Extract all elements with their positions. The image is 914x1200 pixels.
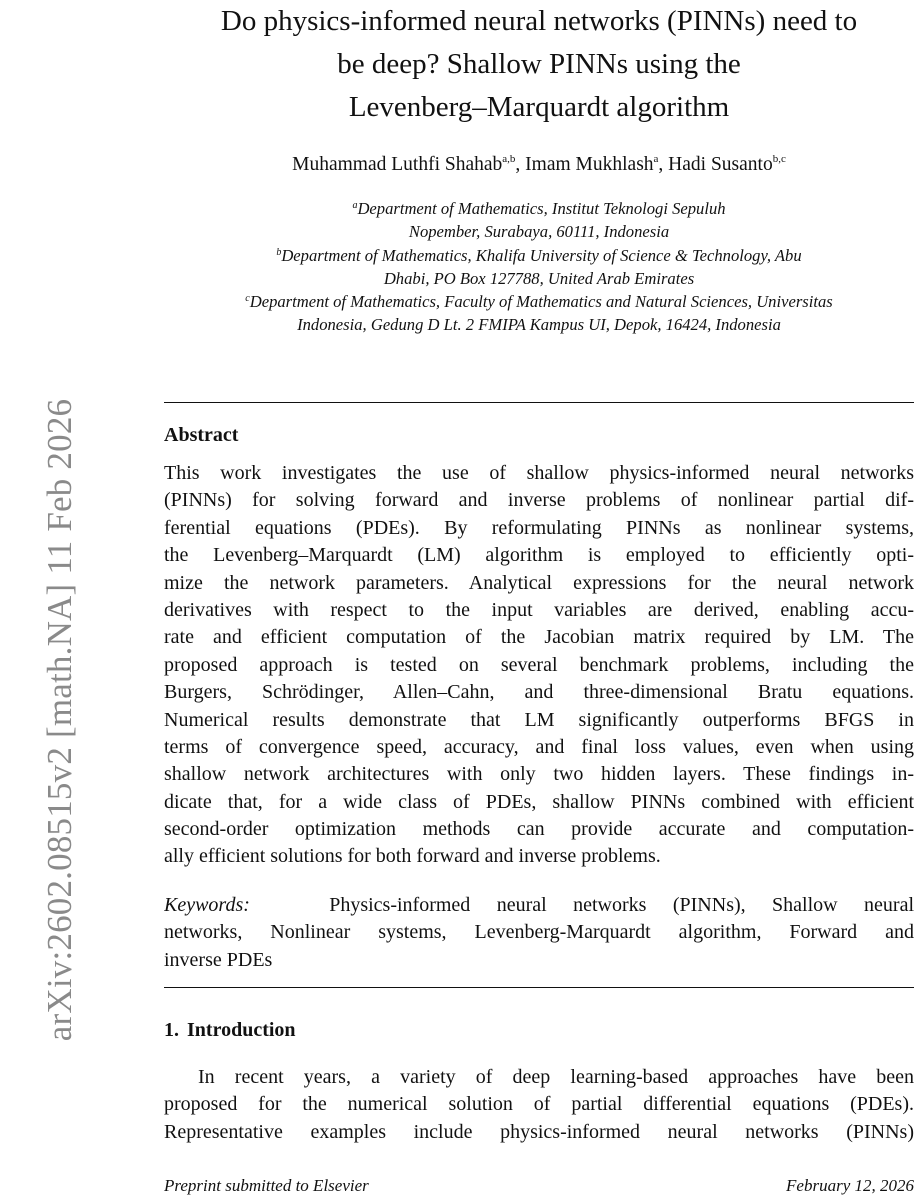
keywords-line: networks, Nonlinear systems, Levenberg-Marquardt algorithm, Forward and — [164, 921, 914, 944]
abstract-line: second-order optimization methods can provide accurate and computation- — [164, 818, 914, 841]
abstract-line: dicate that, for a wide class of PDEs, shallow PINNs combined with efficient — [164, 790, 914, 813]
author-name: Hadi Susanto — [668, 154, 773, 175]
abstract-line: Burgers, Schrödinger, Allen–Cahn, and three-dimensional Bratu equations. — [164, 681, 914, 704]
section-number: 1. — [164, 1019, 179, 1041]
affiliation-mark: a — [352, 200, 358, 211]
abstract-line: terms of convergence speed, accuracy, and final loss values, even when using — [164, 735, 914, 758]
abstract-line: (PINNs) for solving forward and inverse problems of nonlinear partial dif- — [164, 489, 914, 512]
abstract-bottom-rule — [164, 987, 914, 988]
author-affiliation-mark: b,c — [772, 153, 786, 165]
abstract-body — [164, 460, 914, 871]
author-name: Muhammad Luthfi Shahab — [292, 154, 503, 175]
author-affiliation-mark: a,b — [502, 153, 516, 165]
keywords-line: Keywords: Physics-informed neural networks (PINNs), Shallow neural — [164, 894, 914, 916]
title-line: Levenberg–Marquardt algorithm — [348, 91, 730, 123]
abstract-top-rule — [164, 402, 914, 403]
paper-title — [164, 0, 914, 129]
author-separator: , — [658, 154, 669, 175]
title-line: Do physics-informed neural networks (PINNs) need to — [220, 5, 858, 37]
affiliation-line: Nopember, Surabaya, 60111, Indonesia — [408, 222, 670, 242]
arxiv-identifier-stamp: arXiv:2602.08515v2 [math.NA] 11 Feb 2026 — [40, 398, 79, 1042]
affiliations — [164, 197, 914, 337]
abstract-line: derivatives with respect to the input variables are derived, enabling accu- — [164, 598, 914, 621]
abstract-line: ferential equations (PDEs). By reformulating PINNs as nonlinear systems, — [164, 516, 914, 539]
author-list — [164, 152, 914, 178]
affiliation-mark: b — [276, 246, 282, 258]
affiliation-line: $^c$Department of Mathematics, Faculty of Mathematics and Natural Sciences, Universitas — [245, 292, 833, 312]
introduction-line: In recent years, a variety of deep learning-based approaches have been — [198, 1066, 914, 1088]
abstract-line: rate and efficient computation of the Jacobian matrix required by LM. The — [164, 626, 914, 649]
introduction-line: proposed for the numerical solution of partial differential equations (PDEs). — [164, 1093, 914, 1116]
footer-date: February 12, 2026 — [786, 1176, 914, 1195]
footer-preprint-note: Preprint submitted to Elsevier — [164, 1176, 369, 1195]
keywords-line: inverse PDEs — [164, 948, 273, 971]
abstract-line: shallow network architectures with only two hidden layers. These findings in- — [164, 763, 914, 786]
affiliation-line: Indonesia, Gedung D Lt. 2 FMIPA Kampus UI, Depok, 16424, Indonesia — [297, 315, 781, 335]
keywords-label: Keywords: — [164, 894, 250, 916]
section-heading-introduction — [164, 1017, 296, 1043]
title-line: be deep? Shallow PINNs using the — [337, 48, 741, 80]
affiliation-mark: c — [245, 293, 250, 305]
author-name: Imam Mukhlash — [525, 154, 654, 175]
keywords-block — [164, 892, 914, 974]
affiliation-line: $^a$Department of Mathematics, Institut Teknologi Sepuluh — [352, 199, 726, 218]
affiliation-line: $^b$Department of Mathematics, Khalifa University of Science & Technology, Abu — [276, 245, 802, 265]
abstract-line: proposed approach is tested on several benchmark problems, including the — [164, 653, 914, 676]
abstract-heading: Abstract — [164, 424, 239, 446]
introduction-line: Representative examples include physics-informed neural networks (PINNs) — [164, 1120, 914, 1143]
abstract-line: mize the network parameters. Analytical expressions for the neural network — [164, 571, 914, 594]
introduction-body — [164, 1064, 914, 1146]
affiliation-line: Dhabi, PO Box 127788, United Arab Emirates — [383, 268, 695, 288]
author-separator: , — [515, 154, 526, 175]
author-affiliation-mark: a — [653, 153, 659, 165]
abstract-line: This work investigates the use of shallow physics-informed neural networks — [164, 462, 914, 484]
abstract-line: Numerical results demonstrate that LM significantly outperforms BFGS in — [164, 708, 914, 731]
abstract-line: the Levenberg–Marquardt (LM) algorithm is employed to efficiently opti- — [164, 544, 914, 567]
abstract-line: ally efficient solutions for both forward and inverse problems. — [164, 845, 661, 868]
section-title: Introduction — [187, 1019, 296, 1041]
